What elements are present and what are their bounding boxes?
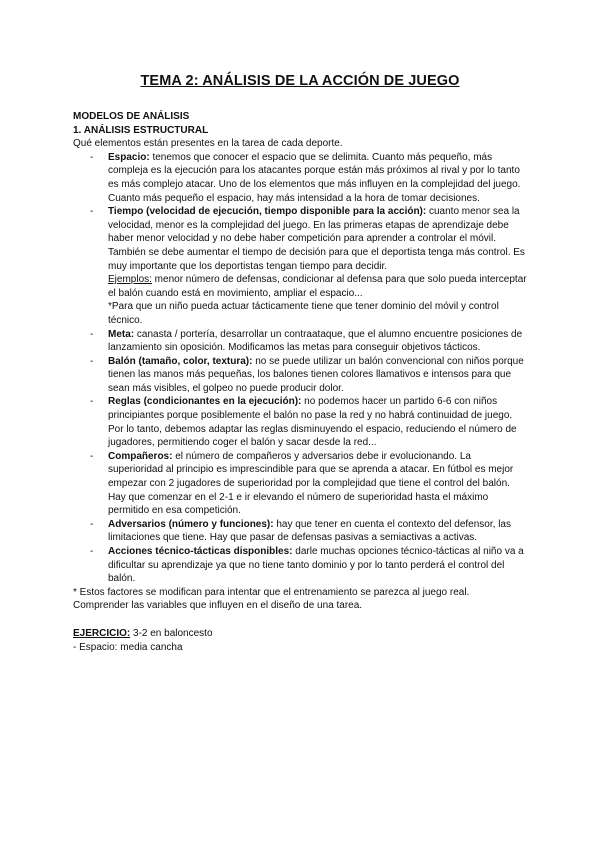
item-label: Meta: [108,328,135,340]
list-item [73,450,528,518]
document-body [73,110,528,654]
factor-list [73,151,528,586]
item-text: el número de compañeros y adversarios debe ir evolucionando. La superioridad al principio es imprescindible para que se aprenda a atacar. En fútbol es mejor empezar con 2 jugadores de superioridad por la complejidad que tiene el control del balón. Hay que comenzar en el 2-1 e ir elevando el número de superioridad hasta el máximo permitido en esa competición. [108,450,514,517]
item-label: Balón (tamaño, color, textura): [108,355,253,367]
item-note: *Para que un niño pueda actuar tácticamente tiene que tener dominio del móvil y control técnico. [108,301,499,326]
dash-bullet: - [90,396,94,408]
dash-bullet: - [90,518,94,530]
dash-bullet: - [90,206,94,218]
section-heading: MODELOS DE ANÁLISIS [73,111,190,122]
exercise-text: 3-2 en baloncesto [130,627,213,639]
spacer [73,613,528,627]
dash-bullet: - [90,328,94,340]
exercise-label: EJERCICIO: [73,627,131,639]
item-label: Adversarios (número y funciones): [108,518,274,530]
list-item [73,205,528,327]
exercise-heading [73,627,528,641]
item-text: no se puede utilizar un balón convencional con niños porque tienen las manos más pequeñas, los balones tienen colores llamativos e intensos para que sean más visibles, el golpeo no puede producir dolor. [108,355,524,394]
list-item [73,355,528,396]
item-label: Acciones técnico-tácticas disponibles: [108,546,293,557]
subsection-heading: 1. ANÁLISIS ESTRUCTURAL [73,124,209,136]
dash-bullet: - [90,151,94,163]
closing-note: * Estos factores se modifican para intentar que el entrenamiento se parezca al juego real. [73,586,470,598]
example-label: Ejemplos: [108,274,152,286]
closing-line: Comprender las variables que influyen en el diseño de una tarea. [73,600,363,612]
item-text: canasta / portería, desarrollar un contraataque, que el alumno encuentre posiciones de lanzamiento sin oposición. Modificamos las metas para conseguir objetivos tácticos. [108,328,523,354]
example-text: menor número de defensas, condicionar al defensa para que solo pueda interceptar el balón cuando está en movimiento, ampliar el espacio... [108,274,527,299]
list-item [73,151,528,205]
list-item [73,545,528,586]
item-label: Espacio: [108,151,150,163]
item-text: tenemos que conocer el espacio que se delimita. Cuanto más pequeño, más compleja es la ejecución para los atacantes porque están más próximos al rival y por lo tanto es más complejo atacar. Uno de los elementos que más influyen en la complejidad del juego. Cuanto más pequeño el espacio, hay más intensidad a la hora de tomar decisiones. [108,151,521,204]
list-item [73,395,528,449]
item-label: Compañeros: [108,450,173,462]
item-text: hay que tener en cuenta el contexto del defensor, las limitaciones que tiene. Hay que pasar de defensas pasivas a semiactivas a activas. [108,518,511,544]
dash-bullet: - [90,355,94,367]
item-text: no podemos hacer un partido 6-6 con niños principiantes porque posiblemente el balón no pase la red y no habrá continuidad de juego. Por lo tanto, debemos adaptar las reglas disminuyendo el espacio, reduciendo el número de jugadores, permitiendo coger el balón y sacar desde la red... [108,396,517,449]
intro-text: Qué elementos están presentes en la tarea de cada deporte. [73,138,343,150]
dash-bullet: - [90,450,94,462]
example-paragraph [108,273,528,300]
item-text: cuanto menor sea la velocidad, menor es la complejidad del juego. En las primeras etapas de aprendizaje debe haber menor velocidad y no debe haber competición para aprender a controlar el móvil. También se debe aumentar el tiempo de decisión para que el deportista tenga más control. Es muy importante que los deportistas tengan tiempo para decidir. [108,206,525,272]
item-label: Tiempo (velocidad de ejecución, tiempo disponible para la acción): [108,206,427,218]
exercise-line: - Espacio: media cancha [73,641,183,653]
item-text: darle muchas opciones técnico-tácticas al niño va a dificultar su aprendizaje ya que no tiene tanto dominio y por lo tanto perderá el control del balón. [108,546,524,585]
list-item [73,328,528,355]
list-item [73,518,528,545]
page-title: TEMA 2: ANÁLISIS DE LA ACCIÓN DE JUEGO [140,73,460,89]
item-label: Reglas (condicionantes en la ejecución): [108,396,302,408]
dash-bullet: - [90,546,94,557]
